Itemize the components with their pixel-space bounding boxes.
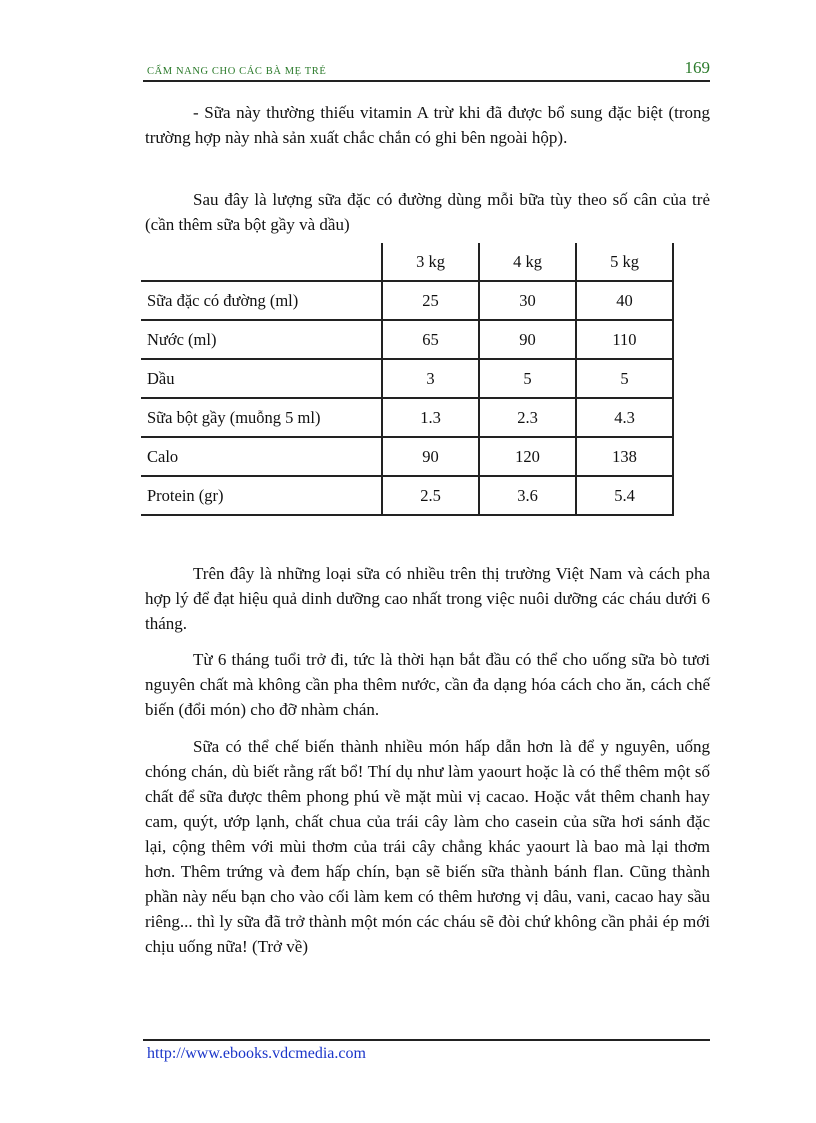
- table-header-row: [141, 243, 673, 281]
- table-row: [141, 437, 673, 476]
- header-title: CẨM NANG CHO CÁC BÀ MẸ TRẺ: [147, 66, 327, 77]
- table-row: [141, 359, 673, 398]
- page-number: 169: [684, 58, 710, 77]
- table-row: [141, 398, 673, 437]
- milk-table-body: [141, 243, 673, 515]
- row-label-cell: Calo: [141, 437, 382, 476]
- table-row: [141, 281, 673, 320]
- row-label-cell: Dầu: [141, 359, 382, 398]
- value-cell: 138: [576, 437, 673, 476]
- value-cell: 3.6: [479, 476, 576, 515]
- paragraph-table-intro: Sau đây là lượng sữa đặc có đường dùng mỗi bữa tùy theo số cân của trẻ (cần thêm sữa bột gầy và dầu): [145, 190, 710, 234]
- value-cell: 3: [382, 359, 479, 398]
- table-header-cell: [141, 243, 382, 281]
- value-cell: 2.5: [382, 476, 479, 515]
- table-header-cell: 4 kg: [479, 243, 576, 281]
- row-label-cell: Nước (ml): [141, 320, 382, 359]
- table-row: [141, 320, 673, 359]
- value-cell: 5.4: [576, 476, 673, 515]
- paragraph-six-months: Từ 6 tháng tuổi trở đi, tức là thời hạn bắt đầu có thể cho uống sữa bò tươi nguyên chất mà không cần pha thêm nước, cần đa dạng hóa cách cho ăn, cách chế biến (đổi món) cho đỡ nhàm chán.: [145, 650, 710, 719]
- milk-quantity-table: [141, 243, 674, 516]
- value-cell: 1.3: [382, 398, 479, 437]
- table-header-cell: 3 kg: [382, 243, 479, 281]
- paragraph-vitamin-note: - Sữa này thường thiếu vitamin A trừ khi đã được bổ sung đặc biệt (trong trường hợp này nhà sản xuất chắc chắn có ghi bên ngoài hộp).: [145, 103, 710, 147]
- value-cell: 4.3: [576, 398, 673, 437]
- footer-link[interactable]: http://www.ebooks.vdcmedia.com: [147, 1045, 366, 1062]
- value-cell: 25: [382, 281, 479, 320]
- row-label-cell: Protein (gr): [141, 476, 382, 515]
- row-label-cell: Sữa đặc có đường (ml): [141, 281, 382, 320]
- table-row: [141, 476, 673, 515]
- value-cell: 120: [479, 437, 576, 476]
- paragraph-summary: Trên đây là những loại sữa có nhiều trên thị trường Việt Nam và cách pha hợp lý để đạt hiệu quả dinh dưỡng cao nhất trong việc nuôi dưỡng các cháu dưới 6 tháng.: [145, 564, 710, 633]
- paragraph-recipes: Sữa có thể chế biến thành nhiều món hấp dẫn hơn là để y nguyên, uống chóng chán, dù biết rằng rất bổ! Thí dụ như làm yaourt hoặc là có thể thêm một số chất để sữa được thêm phong phú về mặt mùi vị cacao. Hoặc vắt thêm chanh hay cam, quýt, ướp lạnh, chất chua của trái cây làm cho casein của sữa hơi sánh đặc lại, cộng thêm với mùi thơm của trái cây chẳng khác yaourt là bao mà lại thơm hơn. Thêm trứng và đem hấp chín, bạn sẽ biến sữa thành bánh flan. Cũng thành phần này nếu bạn cho vào cối làm kem có thêm hương vị dâu, vani, cacao hay sầu riêng... thì ly sữa đã trở thành một món các cháu sẽ đòi chứ không cần phải ép mới chịu uống nữa! (Trở về): [145, 737, 710, 956]
- value-cell: 30: [479, 281, 576, 320]
- value-cell: 5: [479, 359, 576, 398]
- page-header: [143, 58, 710, 82]
- row-label-cell: Sữa bột gầy (muỗng 5 ml): [141, 398, 382, 437]
- value-cell: 90: [479, 320, 576, 359]
- footer-divider: [143, 1039, 710, 1041]
- table-header-cell: 5 kg: [576, 243, 673, 281]
- value-cell: 110: [576, 320, 673, 359]
- value-cell: 2.3: [479, 398, 576, 437]
- value-cell: 5: [576, 359, 673, 398]
- value-cell: 65: [382, 320, 479, 359]
- value-cell: 90: [382, 437, 479, 476]
- value-cell: 40: [576, 281, 673, 320]
